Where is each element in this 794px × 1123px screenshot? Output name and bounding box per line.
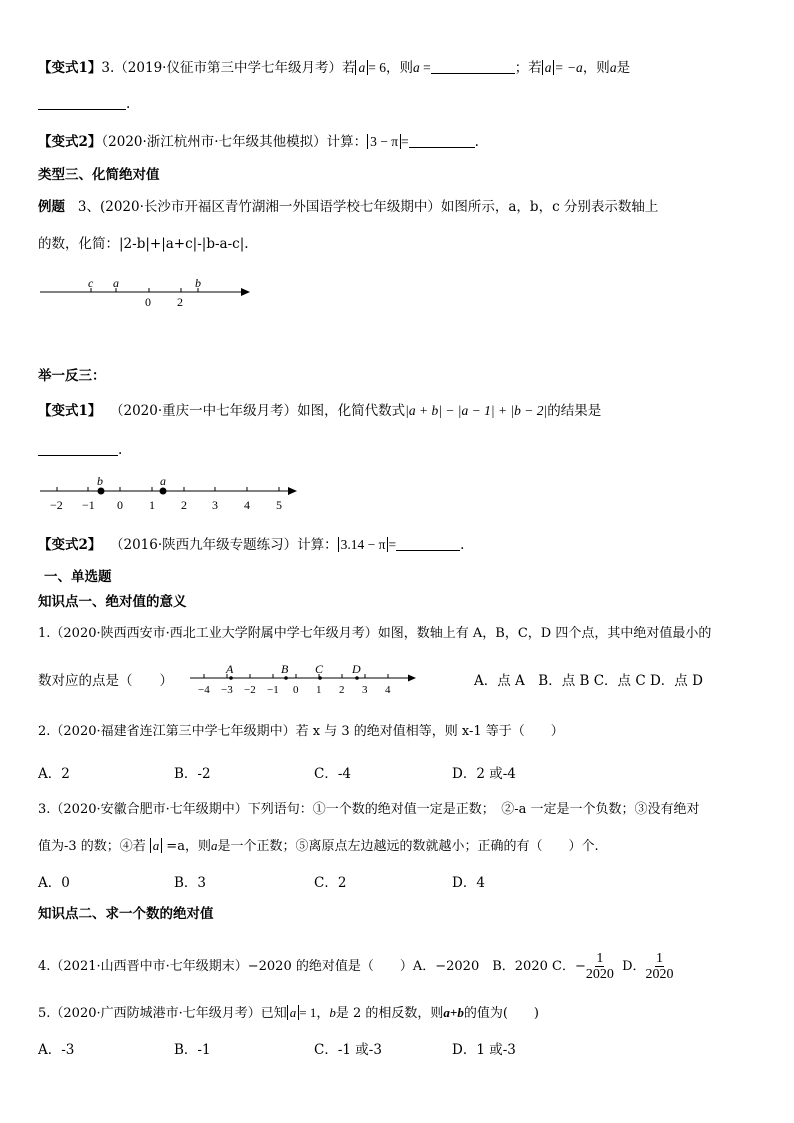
q3-option-a[interactable]: A．0 bbox=[38, 875, 70, 891]
question-number: 3. bbox=[101, 60, 115, 76]
variable-a: a bbox=[210, 838, 218, 853]
question-source: （2019·仪征市第三中学七年级月考）若 bbox=[114, 60, 356, 76]
abs-expression: 3.14 − π bbox=[338, 537, 389, 552]
tick-label: 5 bbox=[276, 498, 282, 512]
question-text: =a，则 bbox=[166, 839, 211, 854]
tick-label: 4 bbox=[385, 684, 391, 696]
variant2b-line bbox=[38, 535, 464, 555]
period: . bbox=[460, 537, 465, 553]
equals-sign: = bbox=[388, 537, 397, 552]
label-b: b bbox=[97, 474, 103, 488]
question-text: 是 2 的相反数，则 bbox=[335, 1006, 444, 1021]
label-a: a bbox=[160, 474, 166, 488]
variant-tag: 【变式1】 bbox=[38, 403, 102, 419]
section-type3-title: 类型三、化简绝对值 bbox=[38, 167, 160, 183]
question-text: 值为-3 的数；④若 bbox=[38, 839, 146, 854]
variant1b-line1 bbox=[38, 401, 601, 421]
equation-text: = −a bbox=[554, 60, 583, 75]
point-a bbox=[160, 488, 167, 495]
fraction-denominator: 2020 bbox=[585, 967, 614, 982]
q1-line1: 1.（2020·陕西西安市·西北工业大学附属中学七年级月考）如图，数轴上有 A，B，C，D 四个点，其中绝对值最小的 bbox=[38, 626, 712, 641]
tick-label-0: 0 bbox=[145, 295, 151, 309]
fraction-1-over-2020 bbox=[586, 951, 614, 982]
q2-option-c[interactable]: C．-4 bbox=[314, 766, 351, 782]
question-text: 是 bbox=[616, 60, 631, 76]
q5-option-b[interactable]: B．-1 bbox=[174, 1042, 211, 1058]
point-label-A: A bbox=[226, 662, 234, 676]
example-label: 例题 bbox=[38, 199, 65, 215]
q5-option-d[interactable]: D．1 或-3 bbox=[452, 1042, 516, 1058]
q3-line1: 3.（2020·安徽合肥市·七年级期中）下列语句：①一个数的绝对值一定是正数； ②-a 一定是一个负数；③没有绝对 bbox=[38, 802, 700, 817]
question-text: 的值为( ) bbox=[463, 1006, 539, 1021]
fraction-numerator: 1 bbox=[656, 951, 664, 966]
knowledge-point-2-title: 知识点二、求一个数的绝对值 bbox=[38, 906, 214, 922]
q2-option-b[interactable]: B．-2 bbox=[174, 766, 211, 782]
label-c: c bbox=[88, 276, 94, 290]
variant-tag: 【变式2】 bbox=[38, 134, 102, 150]
variant1-q3-line2 bbox=[38, 94, 130, 114]
q1-line2: 数对应的点是（ ） bbox=[38, 673, 173, 689]
period: . bbox=[126, 96, 131, 112]
conjunction-text: ；若 bbox=[514, 60, 542, 76]
tick-label: 1 bbox=[149, 498, 155, 512]
knowledge-point-1-title: 知识点一、绝对值的意义 bbox=[38, 594, 187, 610]
q4-line bbox=[38, 951, 674, 982]
label-b: b bbox=[195, 276, 201, 290]
answer-blank[interactable] bbox=[396, 536, 460, 551]
question-text: 是一个正数；⑤离原点左边越远的数就越小；正确的有（ ）个. bbox=[217, 839, 599, 854]
tick-label: 3 bbox=[362, 684, 368, 696]
point-label-B: B bbox=[281, 662, 289, 676]
point-b bbox=[98, 488, 105, 495]
practice-title: 举一反三： bbox=[38, 368, 106, 384]
tick-label: 4 bbox=[244, 498, 250, 512]
variant1b-line2 bbox=[38, 440, 122, 460]
variant-tag: 【变式2】 bbox=[38, 537, 102, 553]
q2-option-a[interactable]: A．2 bbox=[38, 766, 70, 782]
equals-sign: = bbox=[419, 60, 431, 75]
question-text: 5.（2020·广西防城港市·七年级月考）已知 bbox=[38, 1006, 287, 1021]
expression-a-plus-b: a+b bbox=[443, 1005, 464, 1020]
tick-label: 0 bbox=[293, 684, 299, 696]
number-line-figure-1 bbox=[38, 272, 258, 312]
q5-option-c[interactable]: C．-1 或-3 bbox=[314, 1042, 382, 1058]
tick-label: −4 bbox=[198, 684, 210, 696]
question-text: 4.（2021·山西晋中市·七年级期末）−2020 的绝对值是（ ）A．−2020 B．2020 C．− bbox=[38, 959, 586, 974]
answer-blank[interactable] bbox=[431, 59, 515, 74]
q3-line2 bbox=[38, 836, 599, 857]
period: . bbox=[474, 134, 479, 150]
fraction-numerator: 1 bbox=[596, 951, 604, 966]
variable-a: a bbox=[412, 60, 420, 75]
fraction-denominator: 2020 bbox=[645, 967, 674, 982]
point-label-D: D bbox=[352, 662, 361, 676]
q1-number-line bbox=[188, 662, 418, 698]
tick-label: −2 bbox=[50, 498, 63, 512]
question-source: （2020·重庆一中七年级月考）如图，化简代数式 bbox=[110, 403, 406, 419]
variant1-q3-line1 bbox=[38, 58, 630, 78]
q3-option-d[interactable]: D．4 bbox=[452, 875, 485, 891]
tick-label: 0 bbox=[117, 498, 123, 512]
period: . bbox=[118, 442, 123, 458]
abs-value-a: a bbox=[150, 838, 163, 853]
tick-label: −3 bbox=[221, 684, 233, 696]
q3-option-b[interactable]: B．3 bbox=[174, 875, 207, 891]
question-text: 的结果是 bbox=[547, 403, 602, 419]
answer-blank[interactable] bbox=[409, 133, 475, 148]
q2-text: 2.（2020·福建省连江第三中学七年级期中）若 x 与 3 的绝对值相等，则 x-1 等于（ ） bbox=[38, 724, 564, 739]
example3-line2: 的数，化简：|2-b|+|a+c|-|b-a-c|. bbox=[38, 236, 249, 252]
question-source: （2016·陕西九年级专题练习）计算： bbox=[110, 537, 338, 553]
variable-a: a bbox=[609, 60, 617, 75]
example3-line1 bbox=[38, 197, 658, 217]
tick-label: 3 bbox=[212, 498, 218, 512]
option-d-label[interactable]: D． bbox=[622, 959, 646, 974]
equals-sign: = bbox=[401, 134, 409, 149]
tick-label-2: 2 bbox=[177, 295, 183, 309]
answer-blank[interactable] bbox=[38, 95, 126, 110]
conjunction-text: ，则 bbox=[582, 60, 610, 76]
abs-value-a: a bbox=[355, 60, 368, 75]
q3-option-c[interactable]: C．2 bbox=[314, 875, 347, 891]
tick-label: −1 bbox=[267, 684, 279, 696]
q5-line bbox=[38, 1003, 539, 1024]
answer-blank[interactable] bbox=[38, 441, 118, 456]
abs-value-a: a bbox=[287, 1005, 300, 1020]
q1-options[interactable]: A．点 A B．点 B C．点 C D．点 D bbox=[474, 673, 703, 689]
q2-option-d[interactable]: D．2 或-4 bbox=[452, 766, 516, 782]
tick-label: 2 bbox=[181, 498, 187, 512]
example-text: 3、(2020·长沙市开福区青竹湖湘一外国语学校七年级期中）如图所示，a，b，c 分别表示数轴上 bbox=[77, 199, 659, 215]
variant2-line bbox=[38, 132, 479, 152]
question-source: （2020·浙江杭州市·七年级其他模拟）计算： bbox=[101, 134, 368, 150]
tick-label: −2 bbox=[244, 684, 256, 696]
variable-b: b bbox=[329, 1005, 336, 1020]
abs-value-a: a bbox=[542, 60, 555, 75]
number-line-figure-2 bbox=[38, 474, 308, 516]
equation-text: = 6，则 bbox=[368, 60, 413, 75]
label-a: a bbox=[113, 276, 119, 290]
point-label-C: C bbox=[315, 662, 324, 676]
equation-text: = 1， bbox=[299, 1005, 330, 1020]
abs-expression: 3 − π bbox=[367, 134, 401, 149]
variant-tag: 【变式1】 bbox=[38, 60, 102, 76]
tick-label: 1 bbox=[316, 684, 322, 696]
tick-label: 2 bbox=[339, 684, 345, 696]
section-single-choice-title: 一、单选题 bbox=[44, 569, 112, 585]
q5-option-a[interactable]: A．-3 bbox=[38, 1042, 75, 1058]
fraction-1-over-2020 bbox=[646, 951, 674, 982]
algebraic-expression: |a + b| − |a − 1| + |b − 2| bbox=[405, 403, 548, 418]
tick-label: −1 bbox=[82, 498, 95, 512]
